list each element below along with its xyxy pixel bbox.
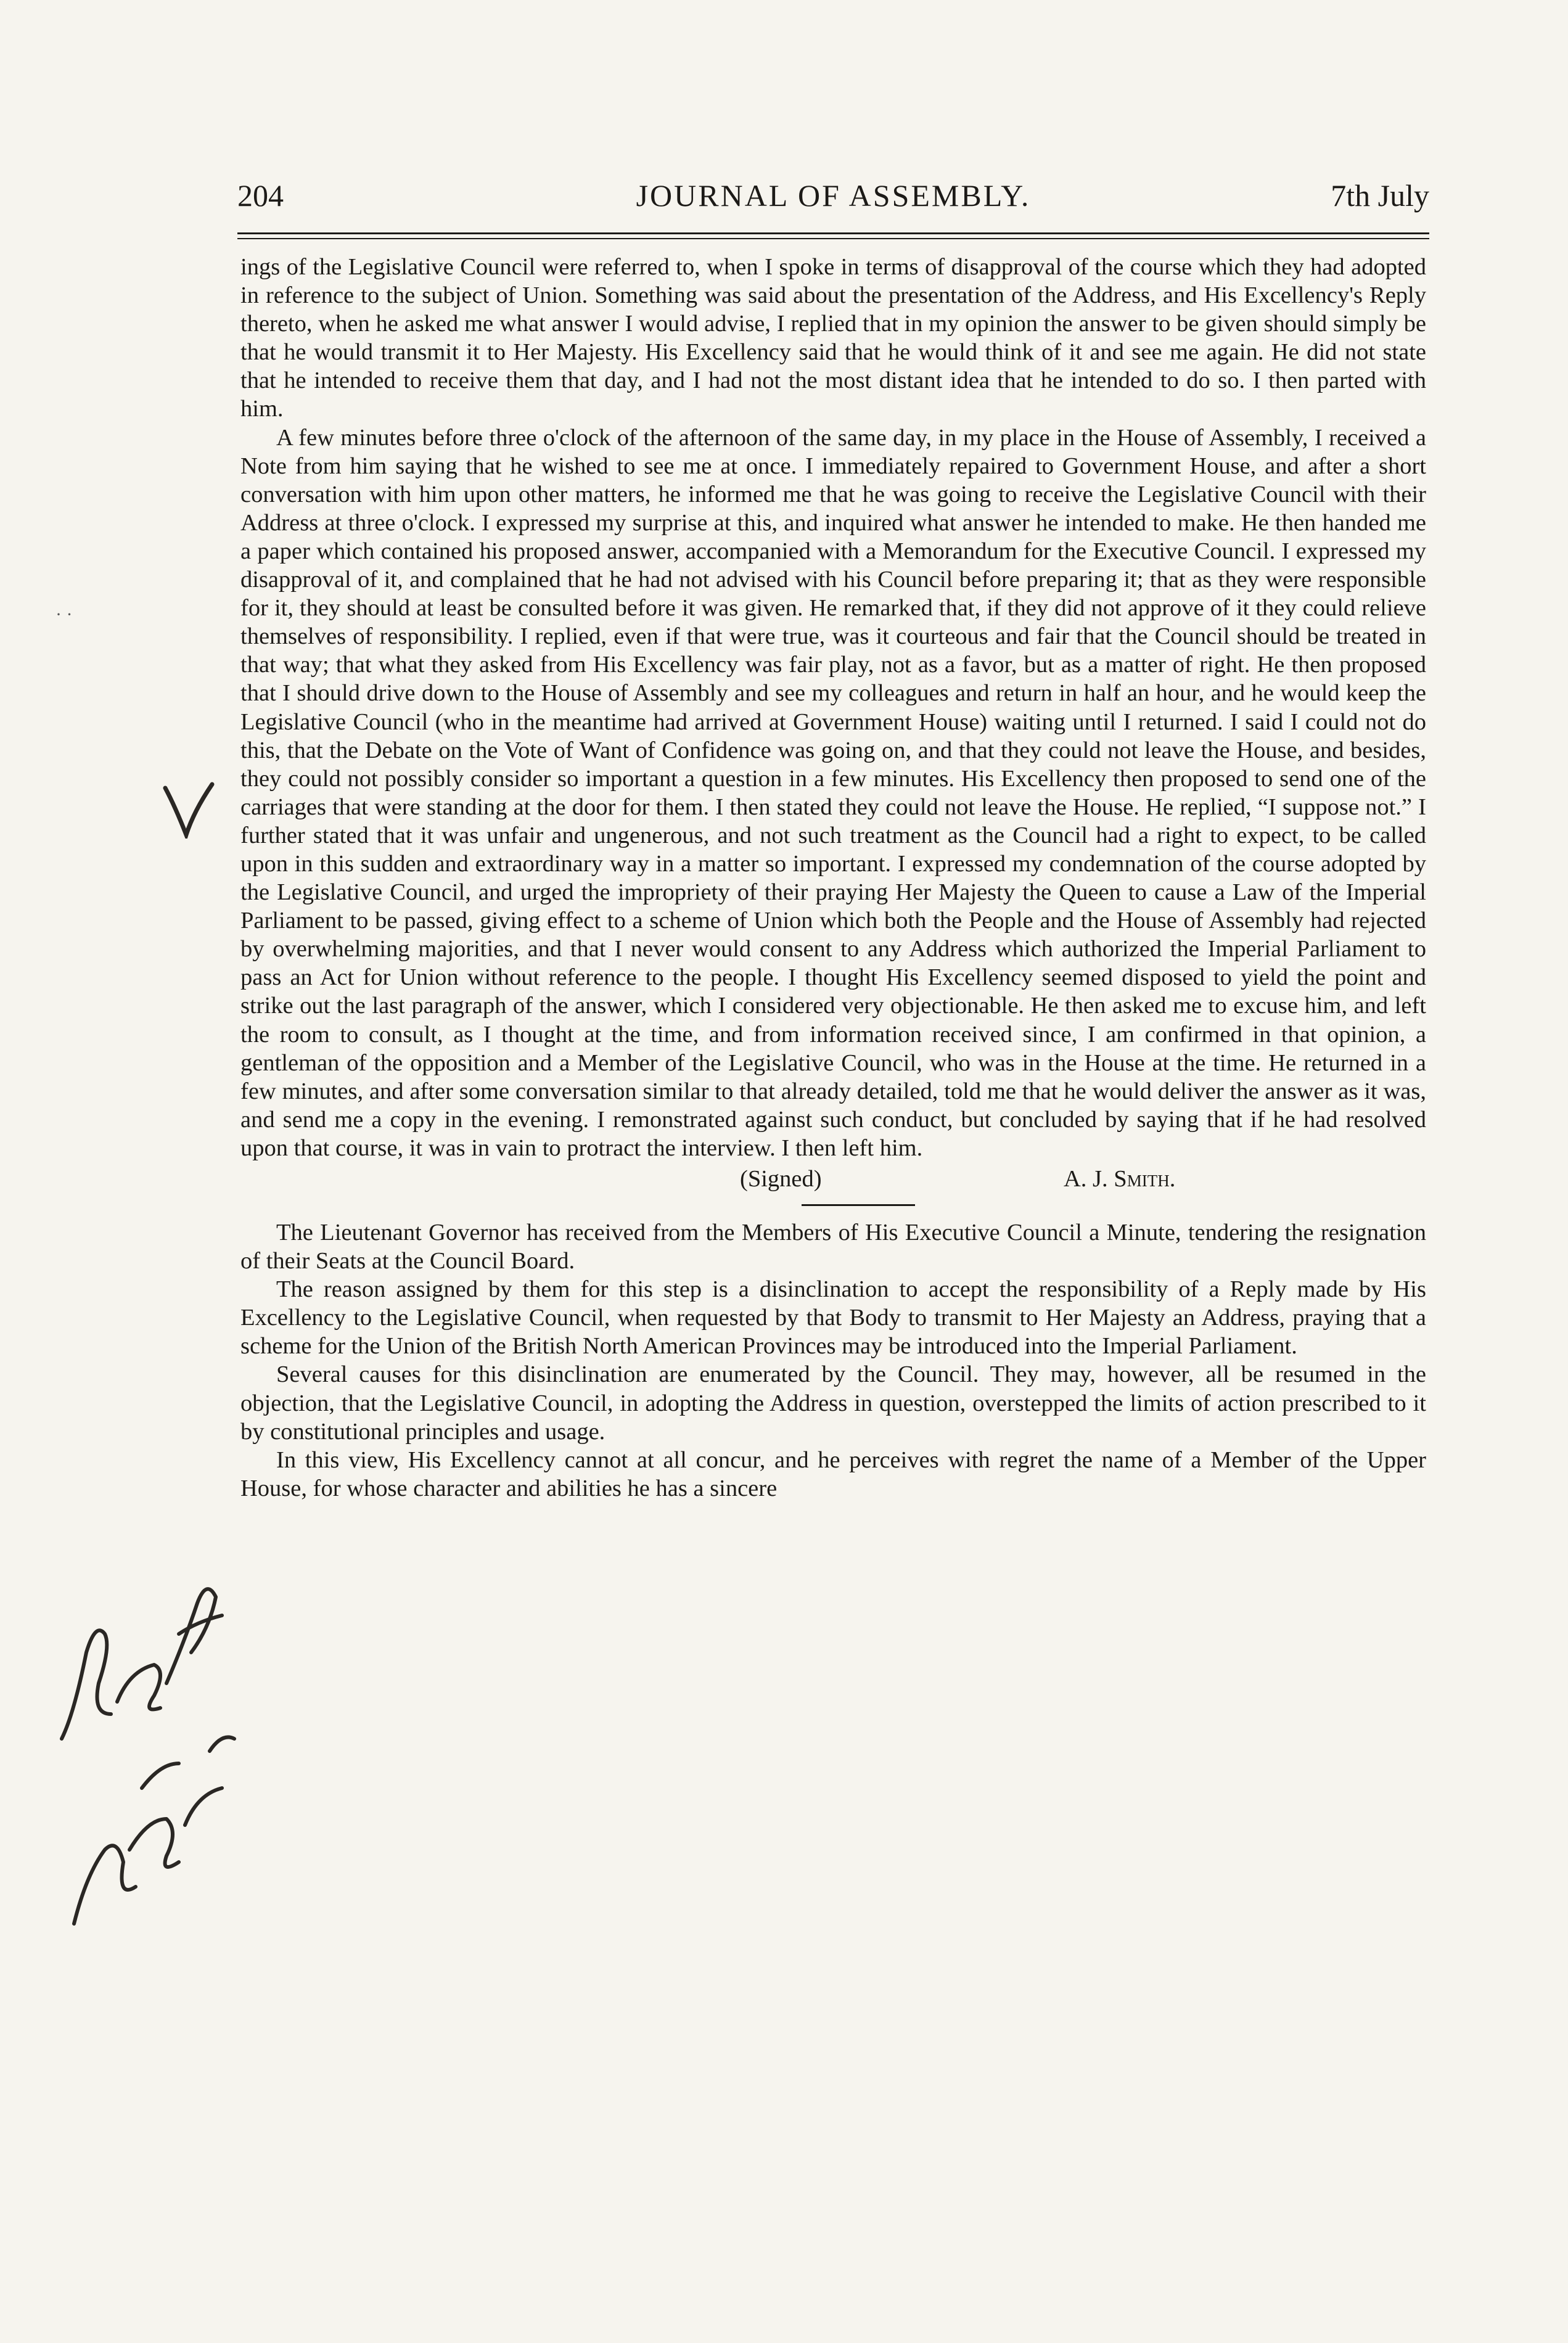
paragraph-continuation: ings of the Legislative Council were referred to, when I spoke in terms of disapproval of the course which they had adopted in reference to the subject of Union. Something was said about the presentation of the Address, and His Excellency's Reply thereto, when he asked me what answer I would advise, I replied that in my opinion the answer to be given should simply be that he would transmit it to Her Majesty. His Excellency said that he would think of it and see me again. He did not state that he intended to receive them that day, and I had not the most distant idea that he intended to do so. I then parted with him. (240, 254, 1426, 422)
signature-line (240, 1162, 1426, 1197)
paragraph-meeting: A few minutes before three o'clock of the afternoon of the same day, in my place in the House of Assembly, I received a Note from him saying that he wished to see me at once. I immediately repaired to Government House, and after a short conversation with him upon other matters, he informed me that he was going to receive the Legislative Council with their Address at three o'clock. I expressed my surprise at this, and inquired what answer he intended to make. He then handed me a paper which contained his proposed answer, accompanied with a Memorandum for the Executive Council. I expressed my disapproval of it, and complained that he had not advised with his Council before preparing it; that as they were responsible for it, they should at least be consulted before it was given. He remarked that, if they did not approve of it they could relieve themselves of responsibility. I replied, even if that were true, was it courteous and fair that the Council should be treated in that way; that what they asked from His Excellency was fair play, not as a favor, but as a matter of right. He then proposed that I should drive down to the House of Assembly and see my colleagues and return in half an hour, and he would keep the Legislative Council (who in the meantime had arrived at Government House) waiting until I returned. I said I could not do this, that the Debate on the Vote of Want of Confidence was going on, and that they could not leave the House, and besides, they could not possibly consider so important a question in a few minutes. His Excellency then proposed to send one of the carriages that were standing at the door for them. I then stated they could not leave the House. He replied, “I suppose not.” I further stated that it was unfair and ungenerous, and not such treatment as the Council had a right to expect, to be called upon in this sudden and extraordinary way in a matter so important. I expressed my condemnation of the course adopted by the Legislative Council, and urged the impropriety of their praying Her Majesty the Queen to cause a Law of the Imperial Parliament to be passed, giving effect to a scheme of Union which both the People and the House of Assembly had rejected by overwhelming majorities, and that I never would consent to any Address which authorized the Imperial Parliament to pass an Act for Union without reference to the people. I thought His Excellency seemed disposed to yield the point and strike out the last paragraph of the answer, which I considered very objectionable. He then asked me to excuse him, and left the room to consult, as I thought at the time, and from information received since, I am confirmed in that opinion, a gentleman of the opposition and a Member of the Legislative Council, who was in the House at the time. He returned in a few minutes, and after some conversation similar to that already detailed, told me that he would deliver the answer as it was, and send me a copy in the evening. I remonstrated against such conduct, but concluded by saying that if he had resolved upon that course, it was in vain to protract the interview. I then left him. (240, 424, 1426, 1161)
margin-check-mark (162, 782, 216, 839)
running-date: 7th July (1331, 178, 1429, 213)
paragraph-minute: The Lieutenant Governor has received from the Members of His Executive Council a Minute, tendering the resignation of their Seats at the Council Board. (240, 1220, 1426, 1274)
running-title: JOURNAL OF ASSEMBLY. (636, 178, 1031, 213)
paragraph-view: In this view, His Excellency cannot at all concur, and he perceives with regret the name of a Member of the Upper House, for whose character and abilities he has a sincere (240, 1446, 1426, 1501)
header-rule-thick (237, 232, 1429, 234)
margin-handwriting (37, 1529, 247, 1936)
page-number: 204 (237, 178, 284, 213)
signed-name: A. J. Smith. (1064, 1166, 1176, 1192)
page-header (237, 173, 1429, 222)
signed-label: (Signed) (740, 1166, 822, 1192)
header-rule-thin (237, 238, 1429, 239)
section-separator (802, 1204, 915, 1206)
margin-dots: · · (55, 604, 73, 625)
body-text (240, 253, 1426, 1503)
paragraph-reason: The reason assigned by them for this step is a disinclination to accept the responsibility of a Reply made by His Excellency to the Legislative Council, when requested by that Body to transmit to Her Majesty an Address, praying that a scheme for the Union of the British North American Provinces may be introduced into the Imperial Parliament. (240, 1276, 1426, 1360)
paragraph-causes: Several causes for this disinclination are enumerated by the Council. They may, however, all be resumed in the objection, that the Legislative Council, in adopting the Address in question, overstepped the limits of action prescribed to it by constitutional principles and usage. (240, 1361, 1426, 1445)
